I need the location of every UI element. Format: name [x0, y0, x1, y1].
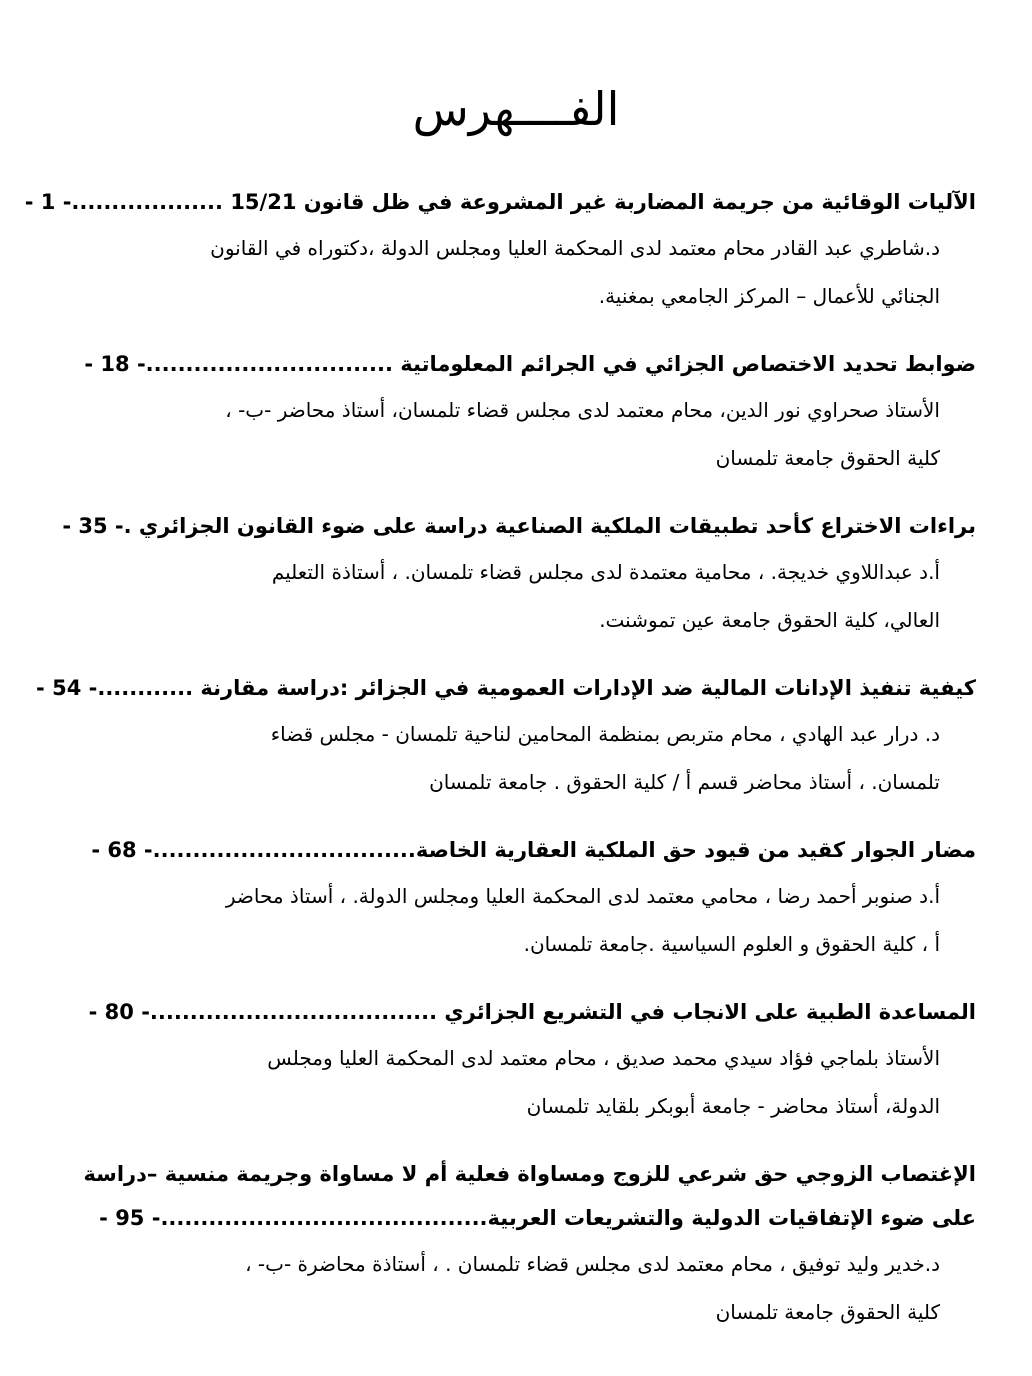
- entry-author: [76, 548, 940, 644]
- toc-entry: [62, 504, 976, 644]
- toc-entry: [36, 666, 976, 806]
- entry-title: المساعدة الطبية على الانجاب في التشريع الجزائري ....................................- 80 -: [88, 1000, 976, 1024]
- author-line: كلية الحقوق جامعة تلمسان: [715, 1300, 940, 1324]
- author-line: أ.د صنوبر أحمد رضا ، محامي معتمد لدى المحكمة العليا ومجلس الدولة. ، أستاذ محاضر: [225, 884, 940, 908]
- author-line: أ ، كلية الحقوق و العلوم السياسية .جامعة تلمسان.: [523, 932, 940, 956]
- entry-author: [76, 1240, 940, 1336]
- author-line: العالي، كلية الحقوق جامعة عين تموشنت.: [599, 608, 940, 632]
- author-line: أ.د عبداللاوي خديجة. ، محامية معتمدة لدى مجلس قضاء تلمسان. ، أستاذة التعليم: [271, 560, 940, 584]
- author-line: الأستاذ بلماجي فؤاد سيدي محمد صديق ، محام معتمد لدى المحكمة العليا ومجلس: [267, 1046, 940, 1070]
- author-line: تلمسان. ، أستاذ محاضر قسم أ / كلية الحقوق . جامعة تلمسان: [429, 770, 940, 794]
- author-line: الدولة، أستاذ محاضر - جامعة أبوبكر بلقايد تلمسان: [526, 1094, 940, 1118]
- author-line: كلية الحقوق جامعة تلمسان: [715, 446, 940, 470]
- author-line: الأستاذ صحراوي نور الدين، محام معتمد لدى مجلس قضاء تلمسان، أستاذ محاضر -ب- ،: [225, 398, 940, 422]
- entry-title-line: الإغتصاب الزوجي حق شرعي للزوج ومساواة فعلية أم لا مساواة وجريمة منسية –دراسة: [83, 1162, 976, 1186]
- entry-title: مضار الجوار كقيد من قيود حق الملكية العقارية الخاصة.................................- 68 -: [91, 838, 976, 862]
- entry-author: [76, 710, 940, 806]
- entry-author: [76, 1034, 940, 1130]
- author-line: د.خدير وليد توفيق ، محام معتمد لدى مجلس قضاء تلمسان . ، أستاذة محاضرة -ب- ،: [245, 1252, 940, 1276]
- entry-title: ضوابط تحديد الاختصاص الجزائي في الجرائم المعلوماتية ...............................- 18 -: [84, 352, 976, 376]
- entry-title: براءات الاختراع كأحد تطبيقات الملكية الصناعية دراسة على ضوء القانون الجزائري .- 35 -: [62, 514, 976, 538]
- toc-list: [24, 180, 976, 1358]
- toc-entry: [76, 1152, 976, 1336]
- entry-author: [76, 872, 940, 968]
- toc-entry: [76, 990, 976, 1130]
- toc-entry: [76, 342, 976, 482]
- entry-author: [76, 224, 940, 320]
- entry-title: [76, 1152, 976, 1240]
- toc-entry: [24, 180, 976, 320]
- author-line: د.شاطري عبد القادر محام معتمد لدى المحكمة العليا ومجلس الدولة ،دكتوراه في القانون: [210, 236, 940, 260]
- page-title: الفــــهرس: [412, 81, 620, 136]
- entry-title: كيفية تنفيذ الإدانات المالية ضد الإدارات العمومية في الجزائر :دراسة مقارنة ............- 54 -: [36, 676, 976, 700]
- author-line: الجنائي للأعمال – المركز الجامعي بمغنية.: [598, 284, 940, 308]
- entry-author: [76, 386, 940, 482]
- entry-title: الآليات الوقائية من جريمة المضاربة غير المشروعة في ظل قانون 15/21 ...................- 1 -: [24, 190, 976, 214]
- entry-title-line: على ضوء الإتفاقيات الدولية والتشريعات العربية.........................................- 95 -: [99, 1206, 976, 1230]
- author-line: د. درار عبد الهادي ، محام متربص بمنظمة المحامين لناحية تلمسان - مجلس قضاء: [270, 722, 940, 746]
- toc-entry: [76, 828, 976, 968]
